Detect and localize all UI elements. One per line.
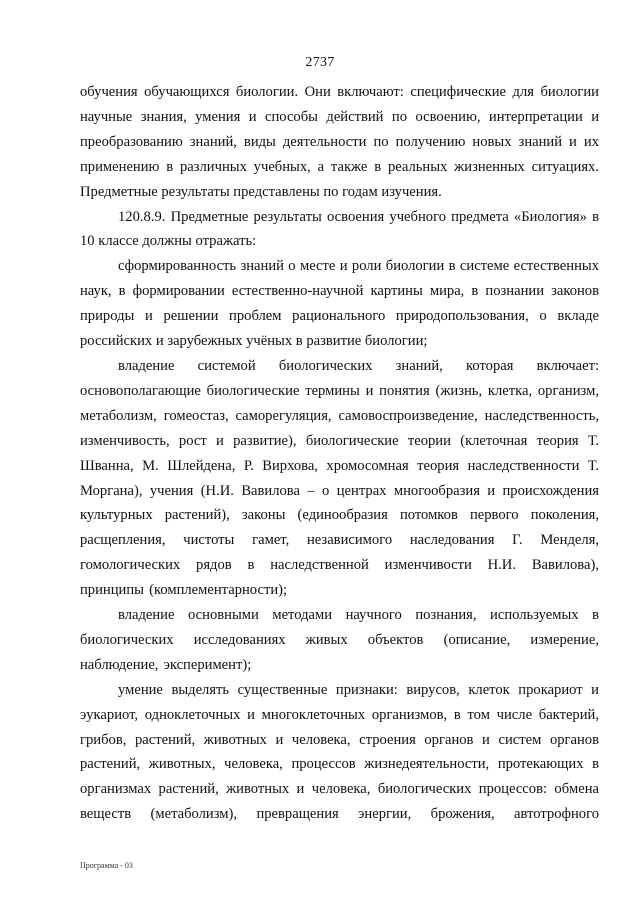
paragraph-section-heading: 120.8.9. Предметные результаты освоения учебного предмета «Биология» в 10 классе должны отражать: bbox=[80, 208, 599, 250]
page-footer: Программа - 03 bbox=[80, 861, 133, 870]
paragraph-knowledge: сформированность знаний о месте и роли биологии в системе естественных наук, в формировании естественно-научной картины мира, в познании законов природы и решении проблем рационального природопользования, о вкладе российских и зарубежных учёных в развитие биологии; bbox=[80, 258, 599, 350]
paragraph-continuation: обучения обучающихся биологии. Они включают: специфические для биологии научные знания, умения и способы действий по освоению, интерпретации и преобразованию знаний, виды деятельности по получению новых знаний и их применению в различных учебных, а также в реальных жизненных ситуациях. Предметные результаты представлены по годам изучения. bbox=[80, 84, 599, 200]
paragraph-methods: владение основными методами научного познания, используемых в биологических исследованиях живых объектов (описание, измерение, наблюдение, эксперимент); bbox=[80, 607, 599, 673]
document-body bbox=[80, 80, 599, 827]
page-number: 2737 bbox=[305, 55, 335, 70]
paragraph-knowledge-system: владение системой биологических знаний, которая включает: основополагающие биологические термины и понятия (жизнь, клетка, организм, метаболизм, гомеостаз, саморегуляция, самовоспроизведение, наследственность, изменчивость, рост и развитие), биологические теории (клеточная теория Т. Шванна, М. Шлейдена, Р. Вирхова, хромосомная теория наследственности Т. Моргана), учения (Н.И. Вавилова – о центрах многообразия и происхождения культурных растений), законы (единообразия потомков первого поколения, расщепления, чистоты гамет, независимого наследования Г. Менделя, гомологических рядов в наследственной изменчивости Н.И. Вавилова), принципы (комплементарности); bbox=[80, 357, 599, 599]
paragraph-features: умение выделять существенные признаки: вирусов, клеток прокариот и эукариот, одноклеточных и многоклеточных организмов, в том числе бактерий, грибов, растений, животных и человека, строения органов и систем органов растений, животных, человека, процессов жизнедеятельности, протекающих в организмах растений, животных и человека, биологических процессов: обмена веществ (метаболизм), превращения энергии, брожения, автотрофного bbox=[80, 681, 599, 823]
